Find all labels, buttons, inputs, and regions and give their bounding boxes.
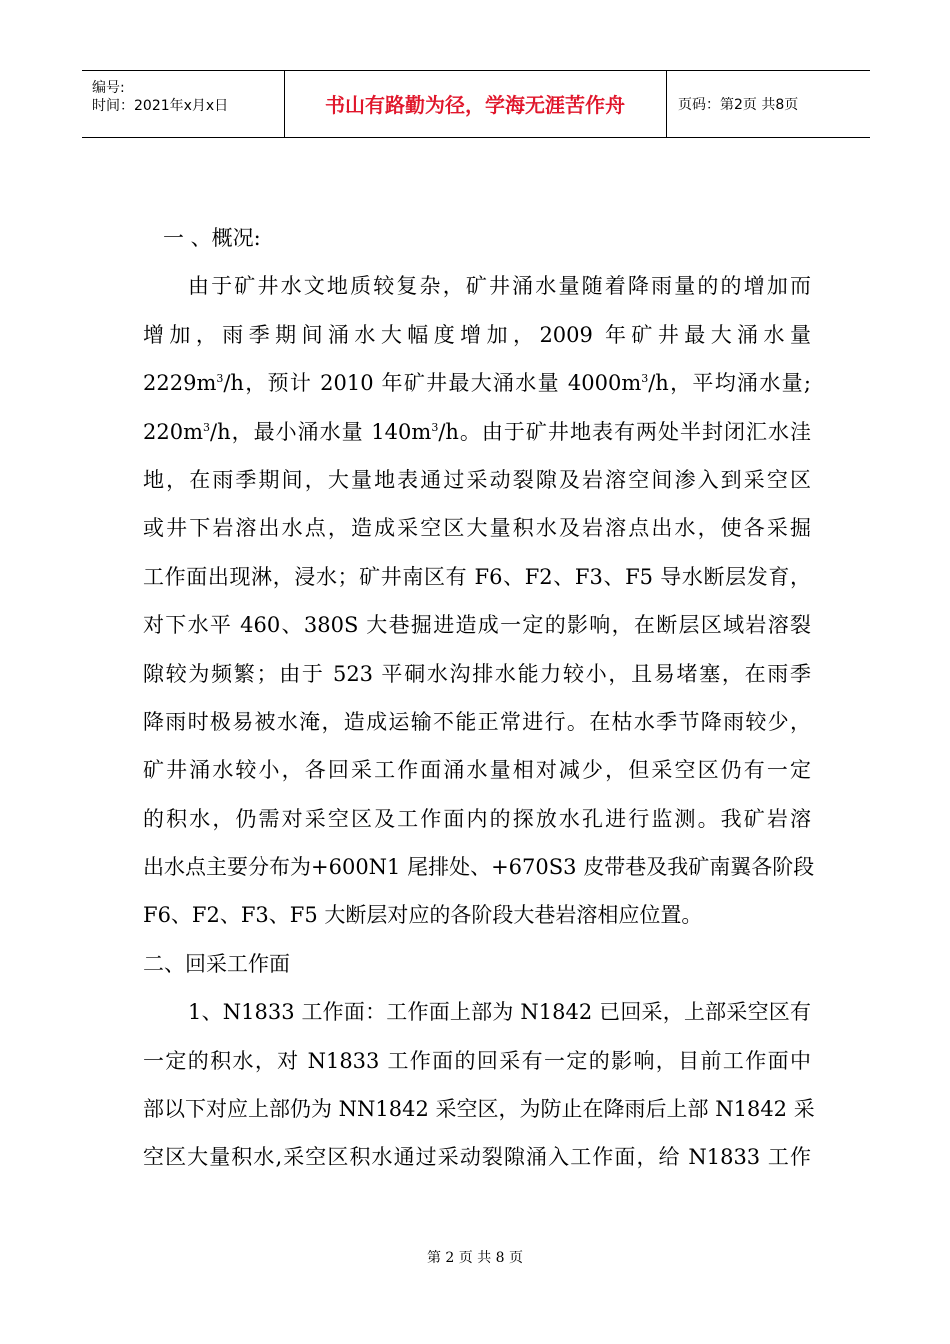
paragraph-line: 降雨时极易被水淹，造成运输不能正常进行。在枯水季节降雨较少，: [143, 709, 811, 734]
doc-time-label: 时间：2021年x月x日: [92, 98, 229, 114]
paragraph-line: 一定的积水，对 N1833 工作面的回采有一定的影响，目前工作面中: [143, 1048, 811, 1073]
page-header: [82, 70, 870, 138]
paragraph-line: 对下水平 460、380S 大巷掘进造成一定的影响，在断层区域岩溶裂: [143, 613, 811, 638]
paragraph-line: $220m^3/h$，最小涌水量 $140m^3/h$。由于矿井地表有两处半封闭汇水洼: [143, 419, 811, 444]
paragraph-line: 部以下对应上部仍为 NN1842 采空区，为防止在降雨后上部 N1842 采: [143, 1097, 815, 1122]
paragraph-line: $2229m^3/h$，预计 2010 年矿井最大涌水量 $4000m^3/h$，平均涌水量;: [143, 371, 811, 396]
paragraph-line: 工作面出现淋，浸水；矿井南区有 F6、F2、F3、F5 导水断层发育，: [143, 564, 811, 589]
paragraph-line: 由于矿井水文地质较复杂，矿井涌水量随着降雨量的的增加而: [188, 274, 811, 299]
page-footer: 第 2 页 共 8 页: [426, 1250, 524, 1266]
paragraph-line: 隙较为频繁；由于 523 平硐水沟排水能力较小，且易堵塞，在雨季: [143, 661, 811, 686]
doc-number-label: 编号:: [92, 80, 125, 96]
paragraph-line: 的积水，仍需对采空区及工作面内的探放水孔进行监测。我矿岩溶: [143, 806, 811, 831]
paragraph-line: 1、N1833 工作面：工作面上部为 N1842 已回采，上部采空区有: [188, 1000, 811, 1025]
header-motto: 书山有路勤为径，学海无涯苦作舟: [284, 71, 667, 137]
header-meta: [82, 71, 285, 137]
paragraph-line: F6、F2、F3、F5 大断层对应的各阶段大巷岩溶相应位置。: [143, 903, 703, 928]
paragraph-line: 矿井涌水较小，各回采工作面涌水量相对减少，但采空区仍有一定: [143, 758, 811, 783]
paragraph-line: 空区大量积水,采空区积水通过采动裂隙涌入工作面，给 N1833 工作: [143, 1145, 811, 1170]
document-body: [143, 214, 815, 1182]
paragraph-line: 或井下岩溶出水点，造成采空区大量积水及岩溶点出水，使各采掘: [143, 516, 811, 541]
paragraph-line: 出水点主要分布为+600N1 尾排处、+670S3 皮带巷及我矿南翼各阶段: [143, 855, 815, 880]
paragraph-line: 增加，雨季期间涌水大幅度增加，2009 年矿井最大涌水量: [143, 322, 811, 347]
section-title: 一 、概况:: [163, 226, 261, 250]
section-title: 二、回采工作面: [143, 951, 290, 976]
paragraph-line: 地，在雨季期间，大量地表通过采动裂隙及岩溶空间渗入到采空区: [143, 467, 811, 492]
header-page-info: 页码：第2页 共8页: [678, 97, 799, 113]
